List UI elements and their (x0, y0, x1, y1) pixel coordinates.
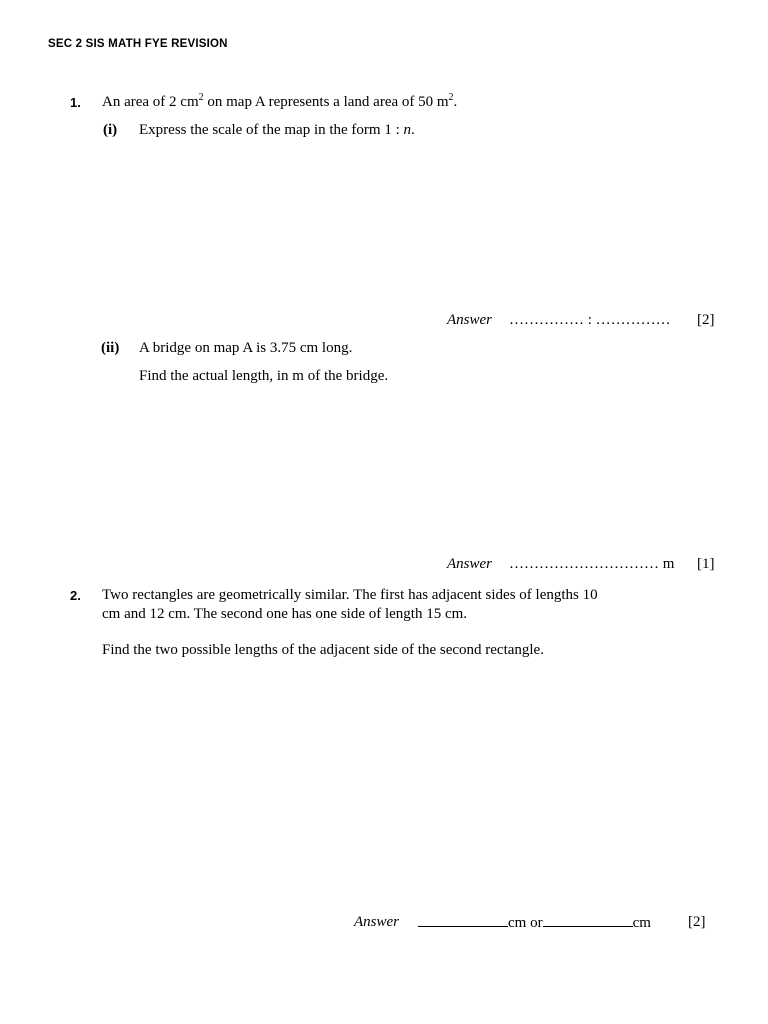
question-1-number: 1. (70, 95, 81, 110)
q2-answer-line (418, 914, 651, 932)
question-1-stem (102, 93, 457, 112)
q1-stem-superscript-2: 2 (448, 92, 454, 103)
question-1-part-ii-label: (ii) (101, 340, 120, 356)
q2-answer-blank-1 (418, 914, 508, 927)
q2-answer-label: Answer (354, 914, 399, 930)
q1-part-i-text-b: . (411, 122, 415, 138)
q1-stem-superscript-1: 2 (198, 92, 204, 103)
q2-answer-unit-1: cm or (508, 915, 543, 931)
q2-answer-unit-2: cm (632, 915, 651, 931)
q2-marks: [2] (688, 914, 706, 930)
question-1-part-ii-line-2: Find the actual length, in m of the bridge. (139, 368, 389, 384)
question-1-part-ii-line-1: A bridge on map A is 3.75 cm long. (139, 340, 353, 356)
q1-stem-part-c: . (453, 94, 458, 110)
q1-part-i-marks: [2] (697, 312, 715, 328)
question-2-line-1: Two rectangles are geometrically similar. The first has adjacent sides of lengths 10 (102, 587, 598, 603)
q1-stem-part-b: on map A represents a land area of 50 m (203, 94, 449, 110)
q1-part-i-text-a: Express the scale of the map in the form 1 : (139, 122, 404, 138)
q1-part-i-variable: n (403, 122, 412, 138)
q2-answer-blank-2 (543, 914, 633, 927)
question-2-line-2: cm and 12 cm. The second one has one side of length 15 cm. (102, 606, 468, 622)
question-1-part-i-text (139, 121, 415, 140)
q1-part-ii-marks: [1] (697, 556, 715, 572)
q1-part-i-answer-blank: …………… : …………… (509, 312, 671, 328)
question-1-part-i-label: (i) (103, 122, 118, 138)
q1-part-ii-answer-blank: ………………………… m (509, 556, 675, 572)
question-2-number: 2. (70, 588, 81, 603)
document-header: SEC 2 SIS MATH FYE REVISION (48, 38, 228, 50)
q1-part-i-answer-label: Answer (447, 312, 492, 328)
q1-stem-part-a: An area of 2 cm (102, 94, 199, 110)
q1-part-ii-answer-label: Answer (447, 556, 492, 572)
question-2-line-3: Find the two possible lengths of the adjacent side of the second rectangle. (102, 642, 544, 658)
